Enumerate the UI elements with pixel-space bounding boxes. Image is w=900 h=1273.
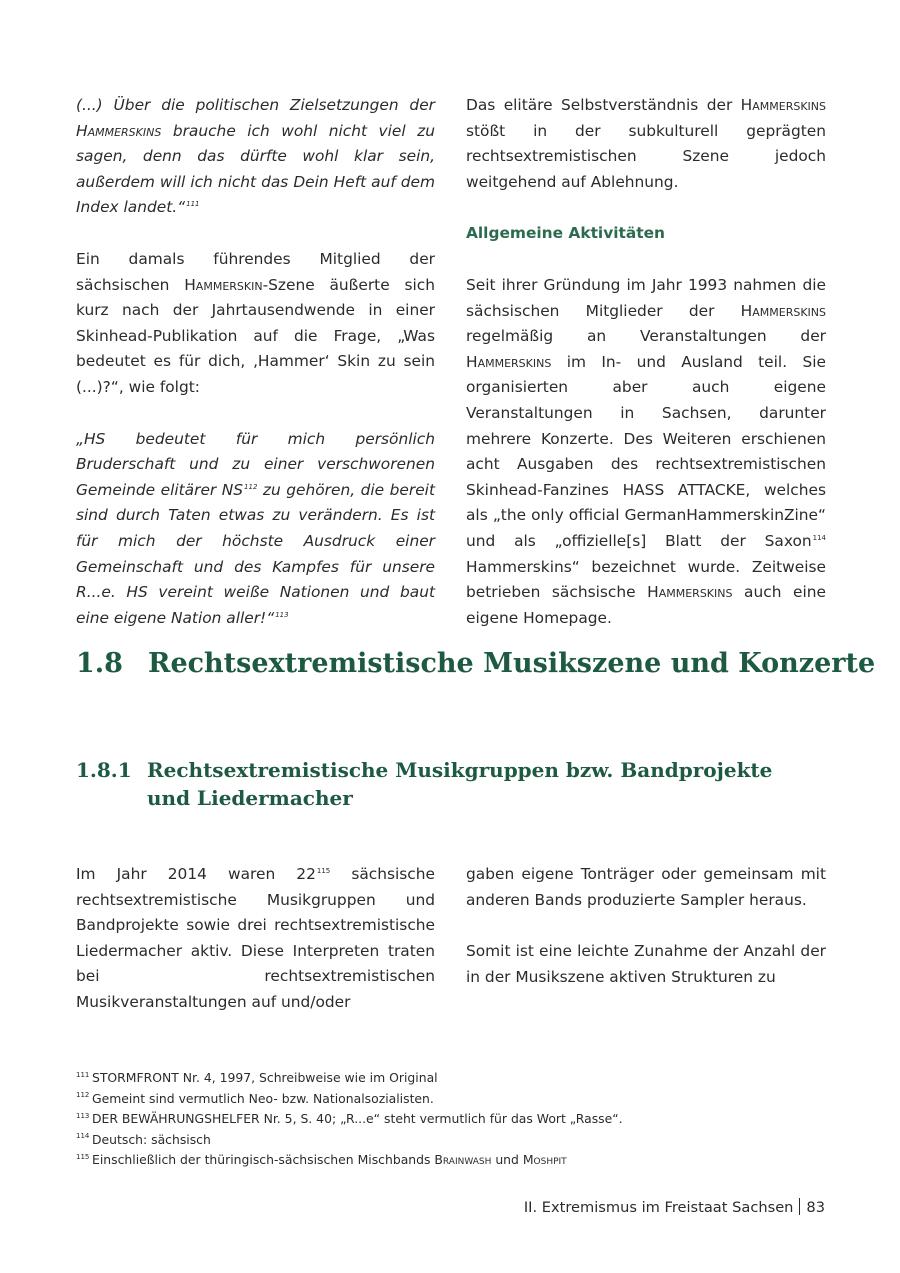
footnote-112: 112 Gemeint sind vermutlich Neo- bzw. Nationalsozialisten. [76,1090,434,1106]
paragraph-elitaer: Das elitäre Selbstverständnis der Hammerskins stößt in der subkulturell geprägten rechtsextremistischen Szene jedoch weitgehend auf Ablehnung. [466,96,826,191]
footnote-ref: 112 [244,482,258,491]
subsection-title: Rechtsextremistische Musikgruppen bzw. Bandprojekte und Liedermacher [147,758,773,810]
paragraph-zunahme: Somit ist eine leichte Zunahme der Anzahl der in der Musikszene aktiven Strukturen zu [466,942,826,986]
subheading-aktivitaeten: Allgemeine Aktivitäten [466,224,666,243]
section-title: Rechtsextremistische Musikszene und Konzerte [148,648,876,679]
quote-hs: „HS bedeutet für mich persönlich Bruderschaft und zu einer verschworenen Gemeinde elitärer NS$^{112}$ zu gehören, die bereit sind durch Taten etwas zu verändern. Es ist für mich der höchste Ausdruck einer Gemeinschaft und des Kampfes für unsere R...e. HS vereint weiße Nationen und baut eine eigene Nation aller!“$^{113}$ [76,429,435,627]
lower-right-column [466,862,826,990]
footnote-ref: 115 [316,866,331,875]
footnote-114: 114 Deutsch: sächsisch [76,1131,211,1147]
footnote-ref: 111 [186,200,200,209]
subsection-number: 1.8.1 [76,758,132,782]
footnotes [76,1068,623,1171]
quote-stormfront: (...) Über die politischen Zielsetzungen der Hammerskins brauche ich wohl nicht viel zu sagen, denn das dürfte wohl klar sein, außerdem will ich nicht das Dein Heft auf dem Index landet.“$^{111}$ [76,96,435,217]
paragraph-intro: Ein damals führendes Mitglied der sächsischen Hammerskin-Szene äußerte sich kurz nach der Jahrtausendwende in einer Skinhead-Publikation auf die Frage, „Was bedeutet es für dich, ‚Hammer‘ Skin zu sein (...)?“, wie folgt: [76,249,435,396]
paragraph-tontraeger: gaben eigene Tonträger oder gemeinsam mit anderen Bands produzierte Sampler heraus. [466,865,826,909]
footnote-111: 111 STORMFRONT Nr. 4, 1997, Schreibweise wie im Original [76,1070,438,1085]
footer-separator [799,1198,800,1215]
paragraph-musikgruppen: Im Jahr 2014 waren $22^{115}$ sächsische rechtsextremistische Musikgruppen und Bandprojekte sowie drei rechtsextremistische Liedermacher aktiv. Diese Interpreten traten bei rechtsextremistischen Musikveranstaltungen auf und/oder [76,865,435,1011]
lower-left-column [76,862,435,1016]
right-column [466,93,826,631]
footnote-115: 115 Einschließlich der thüringisch-sächsischen Mischbands Brainwash und Moshpit [76,1152,567,1167]
footnote-ref: 113 [275,610,289,619]
paragraph-aktivitaeten: Seit ihrer Gründung im Jahr 1993 nahmen die sächsischen Mitglieder der Hammerskins regelmäßig an Veranstaltungen der Hammerskins im In- und Ausland teil. Sie organisierten aber auch eigene Veranstaltungen in Sachsen, darunter mehrere Konzerte. Des Weiteren erschienen acht Ausgaben des rechtsextremistischen Skinhead-Fanzines HASS ATTACKE, welches als „the only official GermanHammerskinZine“ und als „offizielle[s] Blatt der Saxon$^{114}$ Hammerskins“ bezeichnet wurde. Zeitweise betrieben sächsische Hammerskins auch eine eigene Homepage. [466,275,826,627]
section-number: 1.8 [76,648,123,679]
left-column [76,93,435,631]
section-heading [76,648,875,679]
page-footer [524,1198,825,1218]
footnote-ref: 114 [812,533,826,542]
footnote-113: 113 DER BEWÄHRUNGSHELFER Nr. 5, S. 40; „R...e“ steht vermutlich für das Wort „Rasse“. [76,1111,623,1126]
footer-chapter: II. Extremismus im Freistaat Sachsen [523,1199,794,1216]
page-number: 83 [806,1199,825,1216]
